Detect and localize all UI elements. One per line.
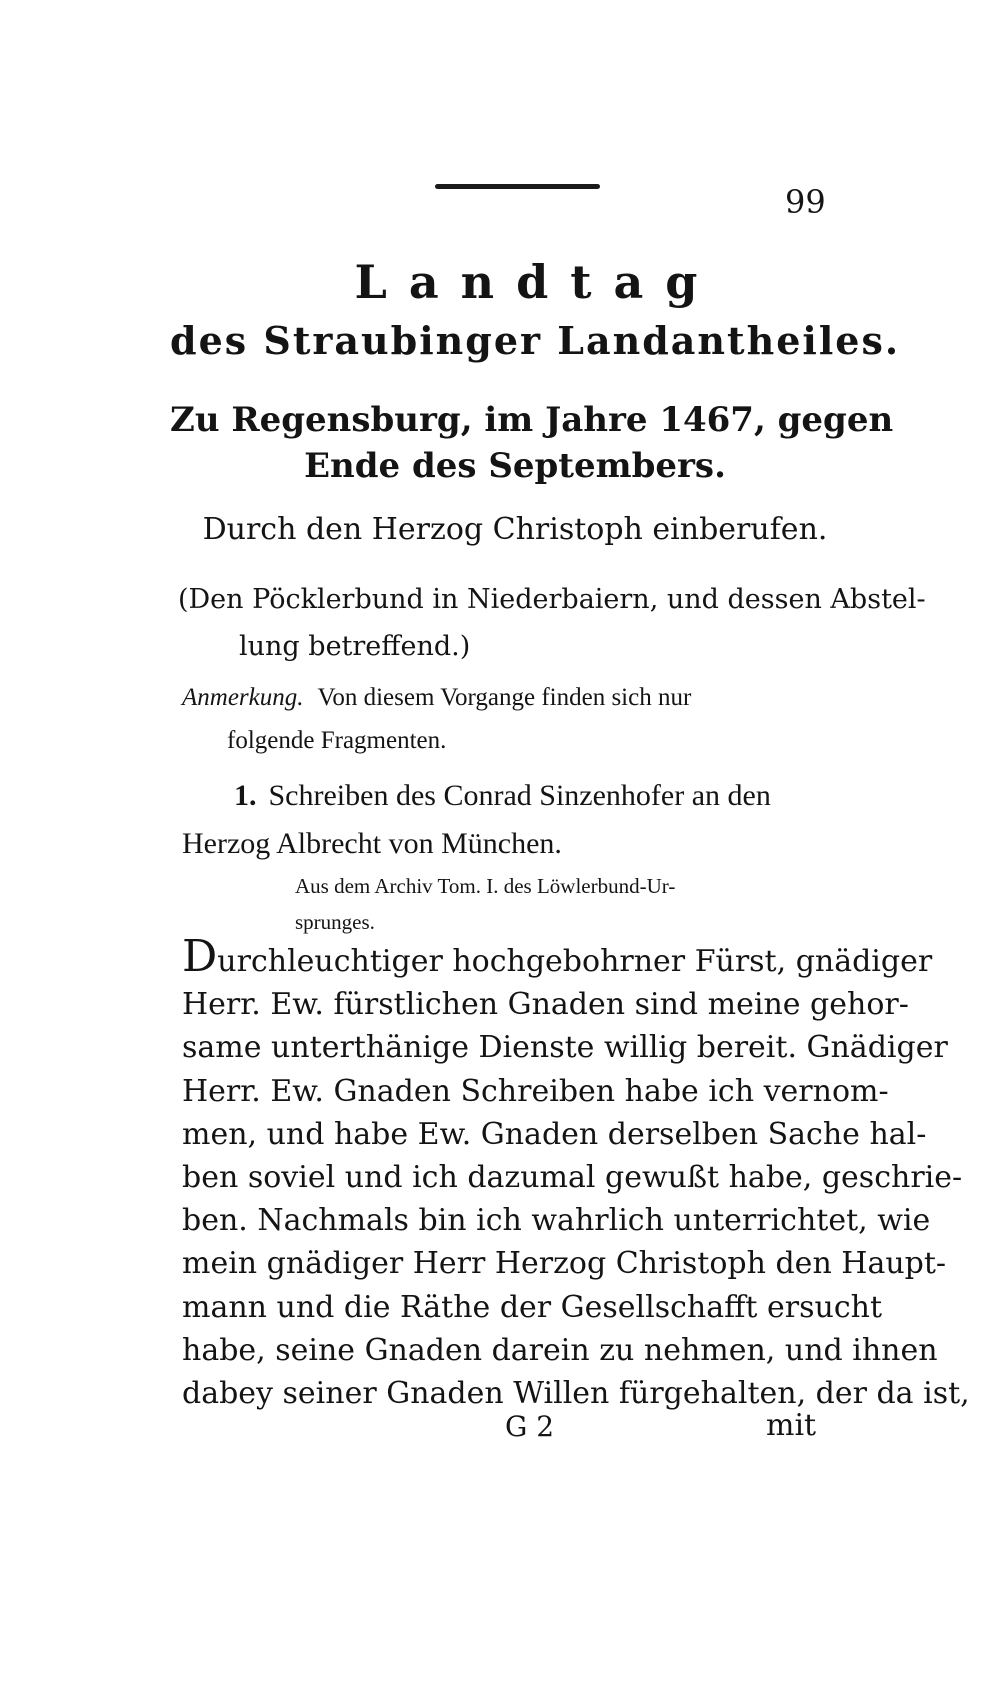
chapter-subtitle: des Straubinger Landantheiles. [170, 318, 901, 363]
letter-number: 1. [234, 779, 257, 812]
location-date-line-2: Ende des Septembers. [304, 446, 726, 486]
body-line: Herr. Ew. fürstlichen Gnaden sind meine gehor- [182, 987, 909, 1023]
note-line-1: Von diesem Vorgange finden sich nur [317, 684, 692, 711]
note-line-2: folgende Fragmenten. [227, 727, 447, 754]
chapter-title: Landtag [354, 255, 720, 309]
parenthetical-line-2: lung betreffend.) [239, 631, 471, 662]
note-label: Anmerkung. [182, 684, 304, 711]
body-line: mann und die Räthe der Gesellschafft ersucht [182, 1289, 883, 1325]
parenthetical-line-1: (Den Pöcklerbund in Niederbaiern, und dessen Abstel- [178, 584, 926, 615]
body-line: dabey seiner Gnaden Willen fürgehalten, der da ist, [182, 1376, 970, 1412]
body-line: Durchleuchtiger hochgebohrner Fürst, gnädiger [182, 931, 933, 982]
source-line-2: sprunges. [295, 910, 375, 934]
parenthetical-remark [178, 576, 926, 670]
header-rule [435, 184, 600, 189]
body-line: ben. Nachmals bin ich wahrlich unterrichtet, wie [182, 1203, 931, 1239]
location-date-line-1: Zu Regensburg, im Jahre 1467, gegen [170, 400, 894, 440]
body-line: men, und habe Ew. Gnaden derselben Sache hal- [182, 1116, 927, 1152]
source-line-1: Aus dem Archiv Tom. I. des Löwlerbund-Ur- [295, 874, 676, 898]
body-line: Herr. Ew. Gnaden Schreiben habe ich vernom- [182, 1073, 889, 1109]
page-number: 99 [785, 183, 826, 221]
body-line: same unterthänige Dienste willig bereit. Gnädiger [182, 1030, 948, 1066]
letter-heading-line-1: Schreiben des Conrad Sinzenhofer an den [268, 779, 771, 812]
annotation-note [182, 676, 867, 762]
body-line: habe, seine Gnaden darein zu nehmen, und ihnen [182, 1332, 938, 1368]
body-line: mein gnädiger Herr Herzog Christoph den Haupt- [182, 1246, 947, 1282]
source-citation [295, 868, 865, 940]
letter-heading [182, 772, 872, 868]
letter-heading-line-2: Herzog Albrecht von München. [182, 827, 562, 860]
catchword: mit [766, 1408, 817, 1443]
convened-by-line: Durch den Herzog Christoph einberufen. [202, 512, 828, 547]
body-line: ben soviel und ich dazumal gewußt habe, geschrie- [182, 1160, 963, 1196]
letter-body [182, 931, 970, 1415]
signature-mark: G 2 [505, 1410, 555, 1443]
